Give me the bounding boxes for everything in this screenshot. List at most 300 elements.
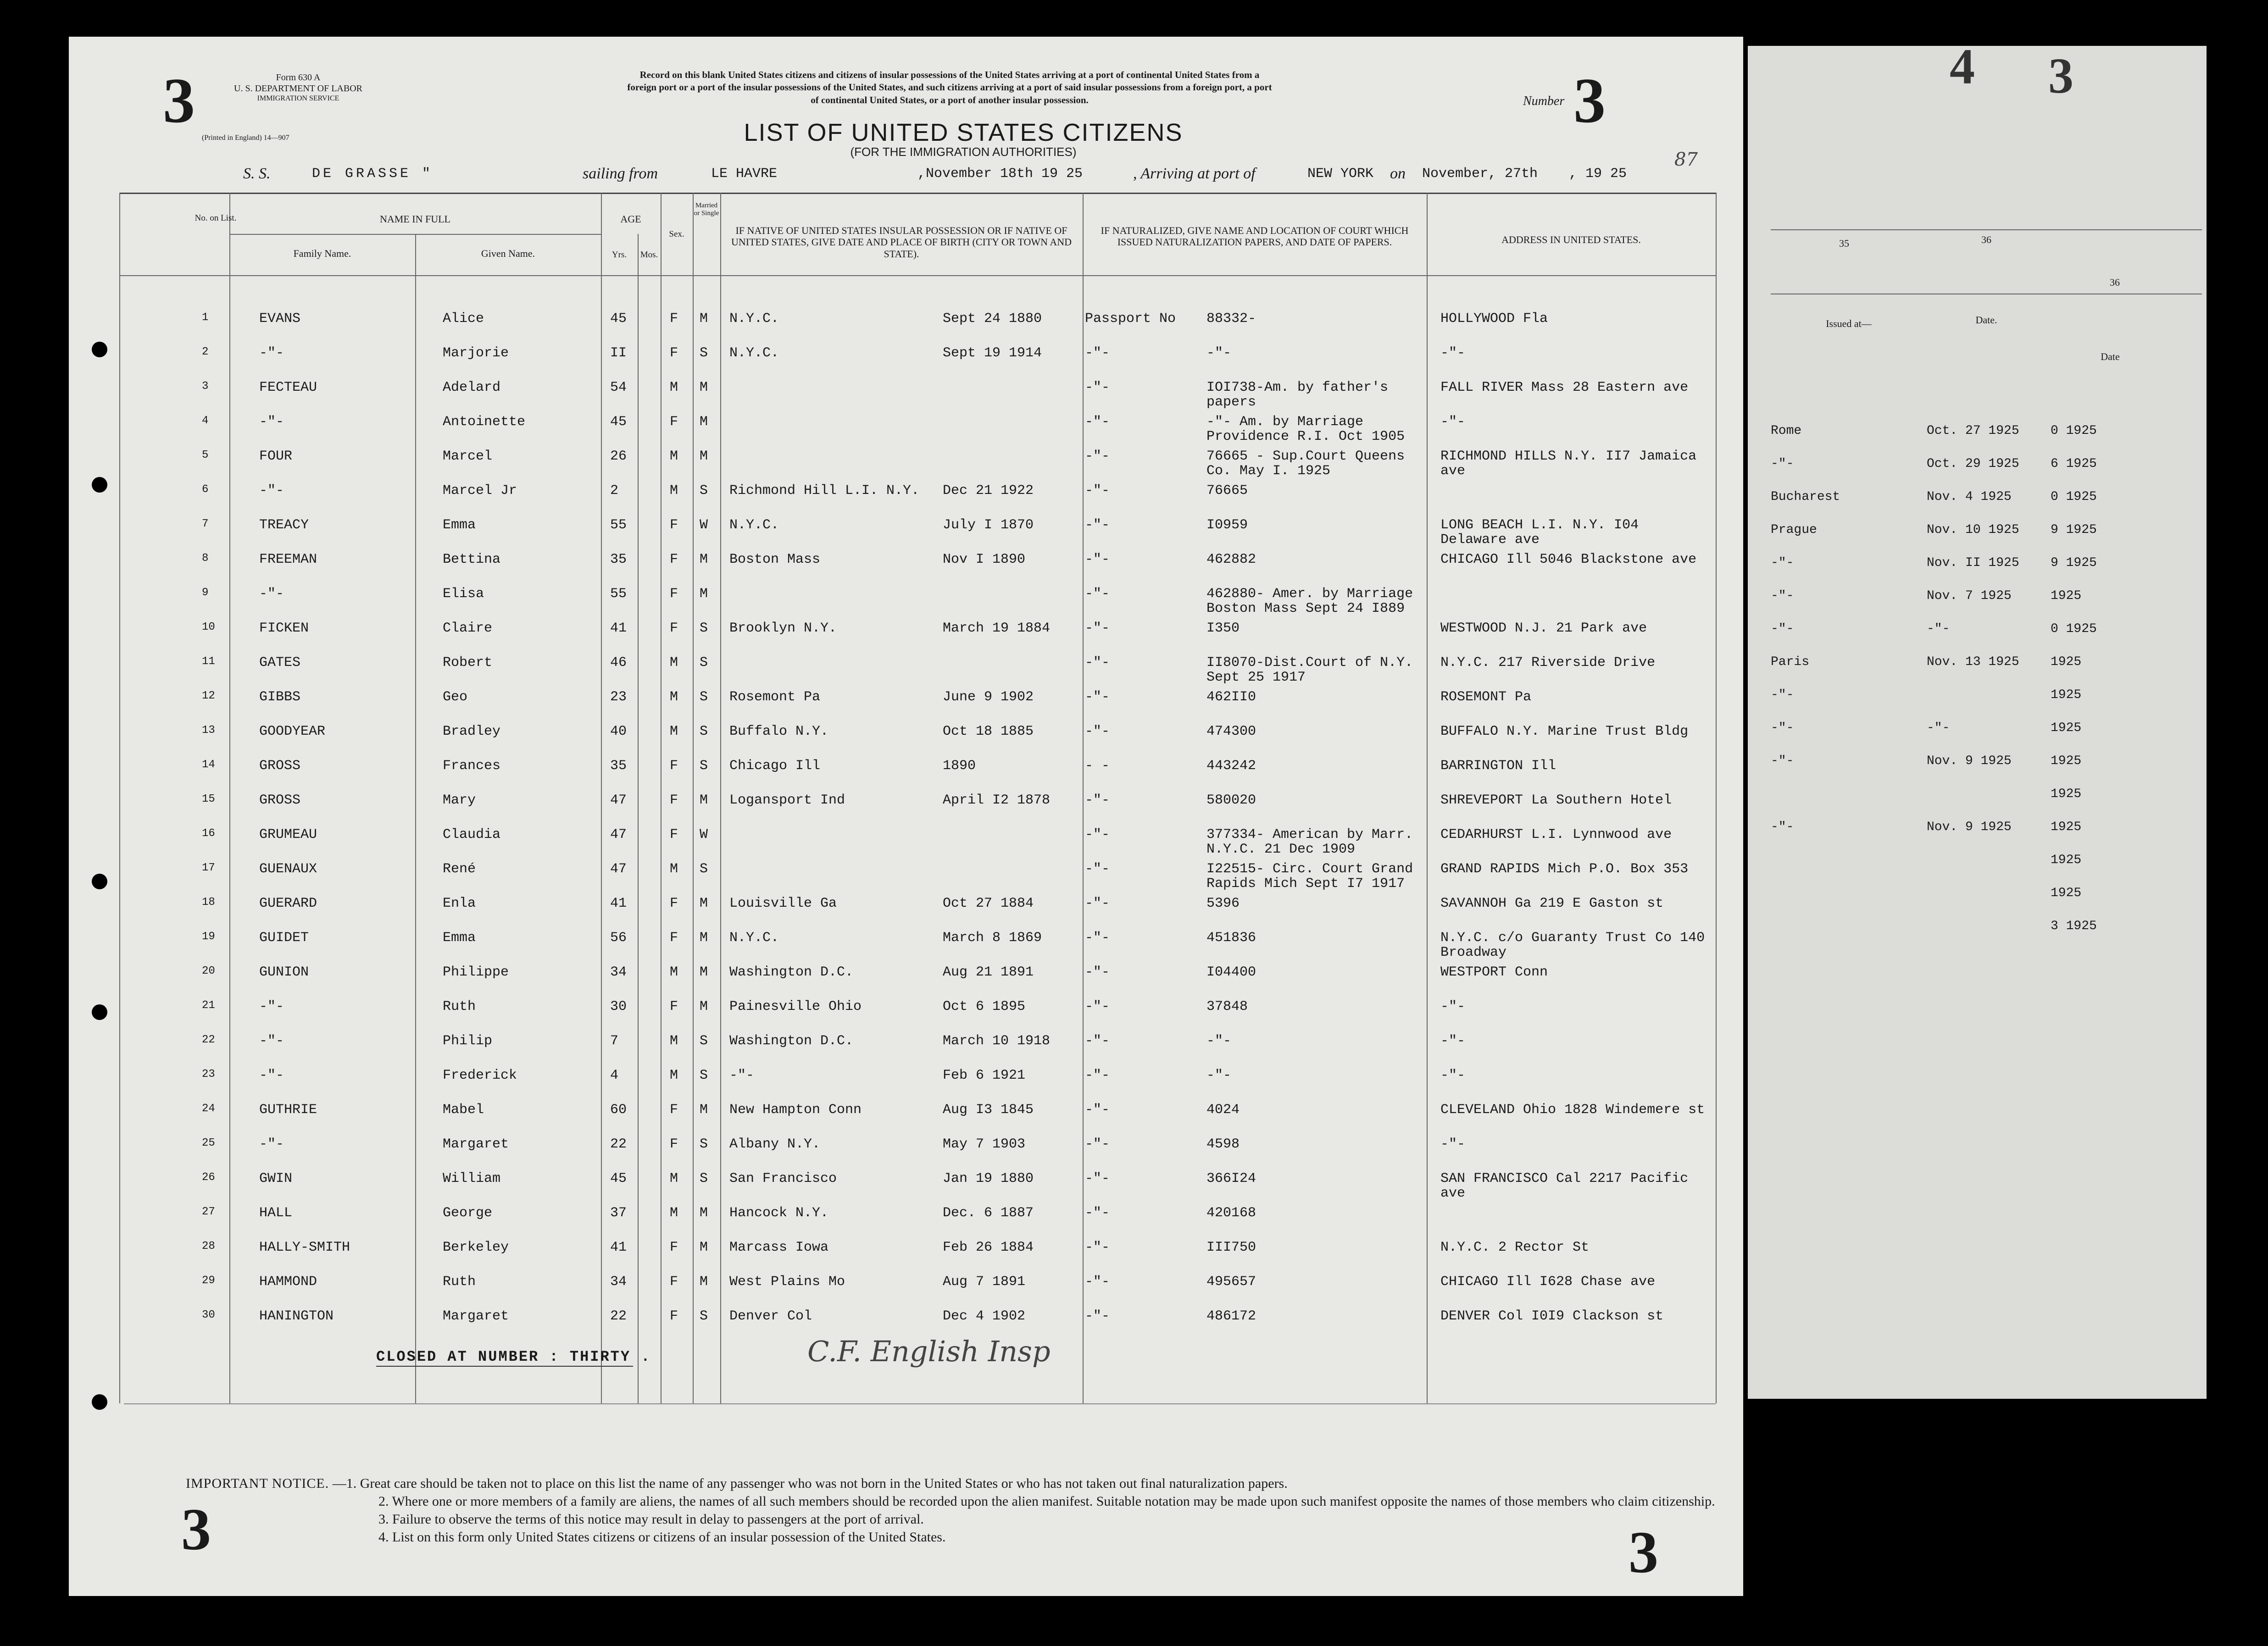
row-birth-date: 1890 (943, 758, 976, 774)
important-notice (186, 1474, 1718, 1546)
row-nat: - - (1085, 758, 1110, 774)
row-sex: F (670, 311, 678, 327)
right-row-year: 1925 (2051, 754, 2082, 768)
table-bottom-rule (124, 1403, 1716, 1404)
row-given: Margaret (443, 1308, 509, 1324)
row-age: 22 (610, 1308, 627, 1324)
row-birth-place: Washington D.C. (729, 1033, 854, 1049)
row-sex: M (670, 861, 678, 877)
row-family: GATES (259, 655, 301, 671)
row-age: 45 (610, 414, 627, 430)
row-birth-date: April I2 1878 (943, 793, 1051, 808)
row-sex: M (670, 724, 678, 739)
row-nat2: 4598 (1206, 1136, 1240, 1152)
row-nat: -"- (1085, 827, 1110, 842)
table-left-rule (119, 193, 120, 1403)
row-age: 22 (610, 1136, 627, 1152)
row-age: 2 (610, 483, 619, 499)
table-top-rule (119, 193, 1716, 194)
row-birth-date: March 19 1884 (943, 621, 1051, 636)
row-sex: M (670, 964, 678, 980)
row-nat2: -"- (1206, 1033, 1232, 1049)
row-address: CHICAGO Ill I628 Chase ave (1440, 1274, 1656, 1290)
row-age: 35 (610, 758, 627, 774)
row-n: 5 (202, 449, 209, 461)
row-nat: Passport No (1085, 311, 1176, 327)
row-age: 47 (610, 861, 627, 877)
row-given: Claudia (443, 827, 501, 842)
row-given: George (443, 1205, 493, 1221)
row-given: Philippe (443, 964, 509, 980)
row-age: 45 (610, 1171, 627, 1186)
right-row-place: -"- (1771, 556, 1794, 570)
row-age: 47 (610, 793, 627, 808)
inspector-signature: C.F. English Insp (807, 1335, 1051, 1368)
row-n: 12 (202, 690, 215, 702)
row-nat: -"- (1085, 999, 1110, 1014)
row-nat: -"- (1085, 414, 1110, 430)
row-ms: S (700, 758, 708, 774)
sailing-label: sailing from (583, 165, 658, 182)
row-family: GUIDET (259, 930, 309, 946)
row-n: 11 (202, 655, 215, 668)
row-nat2: 5396 (1206, 896, 1240, 911)
right-row-date: -"- (1927, 622, 1950, 636)
row-nat2: -"- (1206, 1068, 1232, 1083)
row-sex: F (670, 1240, 678, 1255)
row-birth-place: N.Y.C. (729, 311, 779, 327)
row-n: 1 (202, 311, 209, 324)
row-given: Frederick (443, 1068, 517, 1083)
row-address: RICHMOND HILLS N.Y. II7 Jamaica ave (1440, 449, 1697, 479)
right-row-place: Bucharest (1771, 490, 1840, 504)
row-family: GUNION (259, 964, 309, 980)
col-rule (229, 193, 230, 1403)
row-sex: M (670, 1171, 678, 1186)
row-n: 27 (202, 1206, 215, 1218)
punch-hole (92, 477, 107, 493)
row-given: Frances (443, 758, 501, 774)
row-address: -"- (1440, 1068, 1466, 1083)
row-nat2: 420168 (1206, 1205, 1256, 1221)
row-given: Geo (443, 689, 468, 705)
row-family: HAMMOND (259, 1274, 317, 1290)
row-family: GUTHRIE (259, 1102, 317, 1118)
date-from: ,November 18th 19 25 (917, 166, 1083, 182)
row-ms: M (700, 896, 708, 911)
right-top-number-2: 3 (2048, 48, 2073, 104)
row-sex: M (670, 689, 678, 705)
row-ms: M (700, 793, 708, 808)
row-address: WESTWOOD N.J. 21 Park ave (1440, 621, 1647, 636)
row-nat: -"- (1085, 621, 1110, 636)
row-n: 10 (202, 621, 215, 633)
row-ms: M (700, 964, 708, 980)
row-sex: F (670, 1102, 678, 1118)
row-birth-date: Aug 21 1891 (943, 964, 1034, 980)
row-n: 6 (202, 483, 209, 496)
punch-hole (92, 342, 107, 357)
row-nat2: 377334- American by Marr. N.Y.C. 21 Dec 1909 (1206, 827, 1413, 857)
row-birth-date: Nov I 1890 (943, 552, 1026, 567)
page-subtitle: (FOR THE IMMIGRATION AUTHORITIES) (850, 145, 1077, 159)
row-family: FECTEAU (259, 380, 317, 395)
row-age: 60 (610, 1102, 627, 1118)
row-given: Marjorie (443, 345, 509, 361)
row-nat2: 88332- (1206, 311, 1256, 327)
row-age: 41 (610, 1240, 627, 1255)
row-given: Ruth (443, 1274, 476, 1290)
bottom-number-right: 3 (1629, 1519, 1658, 1585)
row-age: 34 (610, 964, 627, 980)
row-family: GROSS (259, 758, 301, 774)
row-family: FOUR (259, 449, 293, 464)
header-rule (119, 275, 1716, 276)
right-row-place: -"- (1771, 589, 1794, 603)
row-n: 23 (202, 1068, 215, 1081)
right-row-place: -"- (1771, 820, 1794, 834)
col-header-family: Family Name. (293, 248, 351, 259)
row-given: Marcel Jr (443, 483, 517, 499)
row-birth-date: Feb 26 1884 (943, 1240, 1034, 1255)
col-header-married: Married or Single (694, 202, 719, 217)
row-address: -"- (1440, 1136, 1466, 1152)
row-given: Elisa (443, 586, 484, 602)
row-ms: W (700, 517, 708, 533)
right-row-place: Prague (1771, 523, 1817, 537)
right-row-year: 9 1925 (2051, 523, 2097, 537)
row-birth-date: Sept 24 1880 (943, 311, 1042, 327)
row-nat2: I350 (1206, 621, 1240, 636)
row-birth-date: Oct 18 1885 (943, 724, 1034, 739)
right-row-date: Nov. 9 1925 (1927, 820, 2012, 834)
row-sex: F (670, 1136, 678, 1152)
row-address: BUFFALO N.Y. Marine Trust Bldg (1440, 724, 1689, 739)
row-ms: S (700, 345, 708, 361)
col-header-yrs: Yrs. (611, 250, 627, 260)
right-row-place: -"- (1771, 688, 1794, 702)
row-nat: -"- (1085, 380, 1110, 395)
row-family: GIBBS (259, 689, 301, 705)
row-ms: M (700, 999, 708, 1014)
row-n: 15 (202, 793, 215, 805)
notice-item-4: 4. List on this form only United States citizens or citizens of an insular possession of the United States. (378, 1530, 946, 1545)
row-nat2: I04400 (1206, 964, 1256, 980)
row-sex: F (670, 758, 678, 774)
closing-line: CLOSED AT NUMBER : THIRTY . (376, 1348, 651, 1365)
row-ms: S (700, 1068, 708, 1083)
right-row-year: 1925 (2051, 853, 2082, 867)
row-ms: S (700, 724, 708, 739)
row-address: HOLLYWOOD Fla (1440, 311, 1548, 327)
row-ms: M (700, 930, 708, 946)
row-family: HALLY-SMITH (259, 1240, 350, 1255)
row-nat: -"- (1085, 1136, 1110, 1152)
form-number-left: 3 (163, 65, 195, 136)
right-row-year: 1925 (2051, 721, 2082, 735)
row-address: -"- (1440, 345, 1466, 361)
right-row-year: 1925 (2051, 886, 2082, 900)
col-rule (1083, 193, 1084, 1403)
row-address: N.Y.C. 2 Rector St (1440, 1240, 1590, 1255)
bottom-number-left: 3 (181, 1496, 211, 1563)
row-birth-date: Dec 21 1922 (943, 483, 1034, 499)
row-ms: M (700, 1274, 708, 1290)
row-address: -"- (1440, 1033, 1466, 1049)
row-n: 30 (202, 1309, 215, 1321)
row-ms: S (700, 483, 708, 499)
row-given: Enla (443, 896, 476, 911)
right-row-year: 0 1925 (2051, 490, 2097, 504)
right-row-year: 1925 (2051, 655, 2082, 669)
col-rule (638, 234, 639, 1403)
row-nat: -"- (1085, 1033, 1110, 1049)
right-row-year: 1925 (2051, 589, 2082, 603)
row-given: Emma (443, 517, 476, 533)
col-rule (1427, 193, 1428, 1403)
row-birth-date: March 8 1869 (943, 930, 1042, 946)
row-birth-date: Aug I3 1845 (943, 1102, 1034, 1118)
row-nat2: III750 (1206, 1240, 1256, 1255)
row-sex: F (670, 414, 678, 430)
row-birth-date: Sept 19 1914 (943, 345, 1042, 361)
row-given: Robert (443, 655, 493, 671)
right-row-year: 1925 (2051, 688, 2082, 702)
row-nat2: IOI738-Am. by father's papers (1206, 380, 1389, 410)
row-address: GRAND RAPIDS Mich P.O. Box 353 (1440, 861, 1689, 877)
row-birth-place: Richmond Hill L.I. N.Y. (729, 483, 920, 499)
row-address: FALL RIVER Mass 28 Eastern ave (1440, 380, 1689, 395)
row-ms: S (700, 1308, 708, 1324)
row-n: 19 (202, 931, 215, 943)
row-age: 30 (610, 999, 627, 1014)
ss-prefix: S. S. (243, 165, 271, 182)
row-ms: S (700, 655, 708, 671)
row-given: René (443, 861, 476, 877)
row-birth-place: Chicago Ill (729, 758, 821, 774)
row-address: -"- (1440, 414, 1466, 430)
right-row-date: Oct. 27 1925 (1927, 424, 2019, 438)
row-address: N.Y.C. 217 Riverside Drive (1440, 655, 1656, 671)
row-nat2: 495657 (1206, 1274, 1256, 1290)
row-age: 46 (610, 655, 627, 671)
notice-item-3: 3. Failure to observe the terms of this notice may result in delay to passengers at the port of arrival. (378, 1512, 924, 1527)
col-rule (415, 234, 416, 1403)
row-family: -"- (259, 1136, 284, 1152)
row-nat2: 486172 (1206, 1308, 1256, 1324)
col-rule (601, 193, 602, 1403)
notice-item-1: —1. Great care should be taken not to place on this list the name of any passenger who was not born in the United States or who has not taken out final naturalization papers. (332, 1476, 1288, 1491)
row-n: 21 (202, 999, 215, 1012)
row-nat2: 443242 (1206, 758, 1256, 774)
row-sex: M (670, 483, 678, 499)
row-given: William (443, 1171, 501, 1186)
row-ms: M (700, 552, 708, 567)
right-row-year: 3 1925 (2051, 919, 2097, 933)
row-nat2: 474300 (1206, 724, 1256, 739)
right-row-place: -"- (1771, 721, 1794, 735)
row-family: EVANS (259, 311, 301, 327)
arriving-label: , Arriving at port of (1133, 165, 1256, 182)
row-ms: S (700, 1033, 708, 1049)
row-address: CLEVELAND Ohio 1828 Windemere st (1440, 1102, 1705, 1118)
row-n: 7 (202, 518, 209, 530)
right-row-year: 1925 (2051, 787, 2082, 801)
col-header-naturalized: IF NATURALIZED, GIVE NAME AND LOCATION OF COURT WHICH ISSUED NATURALIZATION PAPERS, AND DATE OF PAPERS. (1101, 225, 1409, 248)
row-family: GOODYEAR (259, 724, 326, 739)
row-address: WESTPORT Conn (1440, 964, 1548, 980)
col-header-sex: Sex. (669, 229, 684, 239)
row-given: Philip (443, 1033, 493, 1049)
row-family: HANINGTON (259, 1308, 334, 1324)
printed-note: (Printed in England) 14—907 (202, 134, 289, 142)
row-family: -"- (259, 1033, 284, 1049)
table-right-rule (1716, 193, 1717, 1403)
row-n: 20 (202, 965, 215, 977)
row-birth-place: Buffalo N.Y. (729, 724, 829, 739)
right-top-number-1: 4 (1950, 39, 1975, 94)
row-family: GRUMEAU (259, 827, 317, 842)
row-nat: -"- (1085, 517, 1110, 533)
page-title: LIST OF UNITED STATES CITIZENS (744, 119, 1183, 146)
row-nat2: 580020 (1206, 793, 1256, 808)
row-address: DENVER Col I0I9 Clackson st (1440, 1308, 1664, 1324)
row-nat2: 76665 - Sup.Court Queens Co. May I. 1925 (1206, 449, 1405, 479)
row-birth-place: New Hampton Conn (729, 1102, 862, 1118)
row-sex: M (670, 1205, 678, 1221)
row-given: Marcel (443, 449, 493, 464)
row-ms: M (700, 1102, 708, 1118)
row-birth-place: N.Y.C. (729, 345, 779, 361)
row-family: -"- (259, 345, 284, 361)
row-address: CEDARHURST L.I. Lynnwood ave (1440, 827, 1672, 842)
row-nat: -"- (1085, 1205, 1110, 1221)
row-n: 22 (202, 1034, 215, 1046)
row-n: 26 (202, 1171, 215, 1184)
row-age: 56 (610, 930, 627, 946)
row-nat2: I22515- Circ. Court Grand Rapids Mich Sept I7 1917 (1206, 861, 1413, 892)
row-birth-date: Oct 27 1884 (943, 896, 1034, 911)
col-header-no: No. on List. (195, 213, 237, 223)
row-family: -"- (259, 414, 284, 430)
row-age: 37 (610, 1205, 627, 1221)
row-n: 14 (202, 759, 215, 771)
row-nat2: 451836 (1206, 930, 1256, 946)
form-id: Form 630 A (276, 72, 321, 83)
row-ms: S (700, 861, 708, 877)
row-nat: -"- (1085, 964, 1110, 980)
row-sex: F (670, 1308, 678, 1324)
row-birth-place: West Plains Mo (729, 1274, 845, 1290)
row-nat: -"- (1085, 552, 1110, 567)
right-row-date: Oct. 29 1925 (1927, 457, 2019, 471)
row-family: GUENAUX (259, 861, 317, 877)
row-nat2: 462880- Amer. by Marriage Boston Mass Sept 24 I889 (1206, 586, 1413, 616)
row-sex: F (670, 586, 678, 602)
on-label: on (1390, 165, 1406, 182)
department: U. S. DEPARTMENT OF LABOR (234, 83, 362, 94)
row-nat2: 462II0 (1206, 689, 1256, 705)
row-given: Mabel (443, 1102, 484, 1118)
right-row-date: Nov. II 1925 (1927, 556, 2019, 570)
row-age: 23 (610, 689, 627, 705)
row-birth-date: Dec. 6 1887 (943, 1205, 1034, 1221)
row-sex: F (670, 621, 678, 636)
row-n: 16 (202, 827, 215, 840)
right-row-date: Nov. 4 1925 (1927, 490, 2012, 504)
punch-hole (92, 874, 107, 889)
row-nat: -"- (1085, 896, 1110, 911)
row-birth-date: Aug 7 1891 (943, 1274, 1026, 1290)
right-row-year: 9 1925 (2051, 556, 2097, 570)
row-age: 40 (610, 724, 627, 739)
row-n: 25 (202, 1137, 215, 1149)
row-sex: F (670, 517, 678, 533)
row-age: 4 (610, 1068, 619, 1083)
row-nat: -"- (1085, 449, 1110, 464)
row-nat: -"- (1085, 930, 1110, 946)
right-row-date: Nov. 7 1925 (1927, 589, 2012, 603)
row-n: 28 (202, 1240, 215, 1253)
row-birth-place: Brooklyn N.Y. (729, 621, 837, 636)
row-given: Bradley (443, 724, 501, 739)
row-nat2: I0959 (1206, 517, 1248, 533)
row-age: 55 (610, 517, 627, 533)
row-age: II (610, 345, 627, 361)
closing-underline (376, 1366, 633, 1367)
right-date: Date. (1975, 314, 1997, 326)
row-sex: F (670, 552, 678, 567)
row-birth-date: Oct 6 1895 (943, 999, 1026, 1014)
row-birth-date: July I 1870 (943, 517, 1034, 533)
row-age: 7 (610, 1033, 619, 1049)
right-row-date: Nov. 10 1925 (1927, 523, 2019, 537)
row-given: Margaret (443, 1136, 509, 1152)
row-n: 3 (202, 380, 209, 393)
row-age: 34 (610, 1274, 627, 1290)
page-number: 87 (1674, 149, 1698, 170)
row-family: -"- (259, 483, 284, 499)
row-nat: -"- (1085, 1102, 1110, 1118)
row-given: Claire (443, 621, 493, 636)
row-age: 55 (610, 586, 627, 602)
row-sex: F (670, 345, 678, 361)
row-address: SAVANNOH Ga 219 E Gaston st (1440, 896, 1664, 911)
row-ms: S (700, 1136, 708, 1152)
row-age: 41 (610, 896, 627, 911)
row-family: -"- (259, 586, 284, 602)
row-ms: S (700, 621, 708, 636)
row-nat2: II8070-Dist.Court of N.Y. Sept 25 1917 (1206, 655, 1413, 685)
right-row-year: 1925 (2051, 820, 2082, 834)
row-address: CHICAGO Ill 5046 Blackstone ave (1440, 552, 1697, 567)
row-birth-place: Denver Col (729, 1308, 812, 1324)
row-given: Alice (443, 311, 484, 327)
row-birth-place: Washington D.C. (729, 964, 854, 980)
row-ms: M (700, 1205, 708, 1221)
row-birth-date: March 10 1918 (943, 1033, 1051, 1049)
row-nat: -"- (1085, 1240, 1110, 1255)
row-sex: M (670, 655, 678, 671)
row-sex: F (670, 896, 678, 911)
col-header-age: AGE (620, 213, 641, 225)
row-nat: -"- (1085, 1274, 1110, 1290)
port-to: NEW YORK (1307, 166, 1374, 182)
right-row-year: 6 1925 (2051, 457, 2097, 471)
row-birth-place: N.Y.C. (729, 517, 779, 533)
right-row-date: -"- (1927, 721, 1950, 735)
col-rule (720, 193, 721, 1403)
